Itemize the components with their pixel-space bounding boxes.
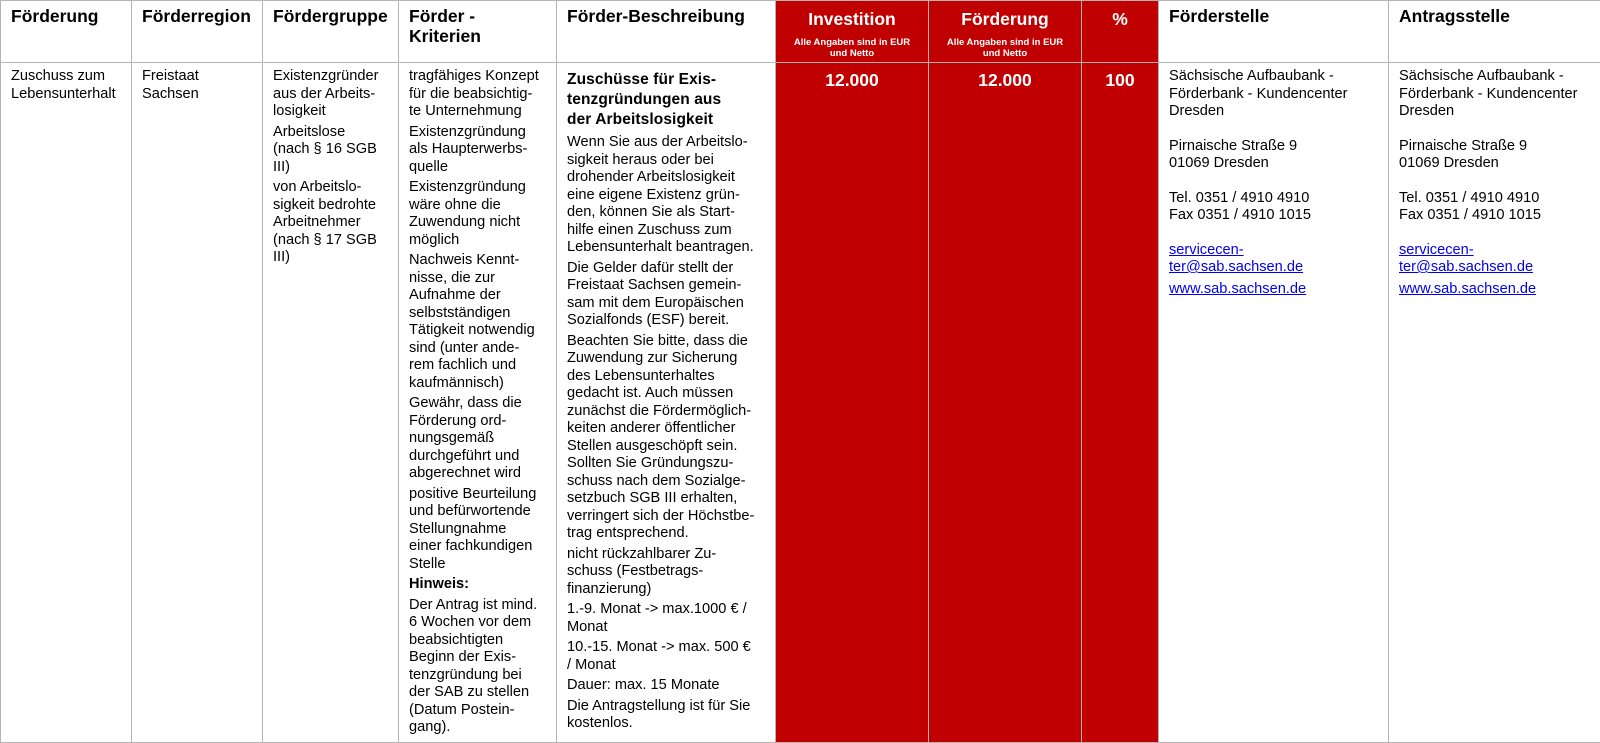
region-line: Freistaat: [142, 68, 199, 84]
region-name: [142, 68, 252, 103]
gruppe-item-line: (nach § 16 SGB: [273, 141, 377, 157]
description-paragraph-line: den, können Sie als Start-: [567, 204, 735, 220]
description-paragraph-line: Zuwendung zur Sicherung: [567, 350, 738, 366]
kriterien-item-line: abgerechnet wird: [409, 465, 521, 481]
description-list: [567, 134, 765, 733]
antragsstelle-email-line: ter@sab.sachsen.de: [1399, 259, 1534, 275]
foerderung-line: Zuschuss zum: [11, 68, 106, 84]
description-paragraph-line: hilfe einen Zuschuss zum: [567, 221, 732, 238]
description-paragraph-line: Sollten Sie Gründungszu-: [567, 455, 734, 471]
foerderstelle-email-line: servicecen-: [1169, 241, 1244, 258]
description-paragraph-line: schuss nach dem Sozialge-: [567, 472, 746, 489]
col-header-investition: [776, 1, 929, 63]
description-paragraph-line: Wenn Sie aus der Arbeitslo-: [567, 134, 748, 150]
antragsstelle-address: [1399, 138, 1590, 173]
foerderstelle-contact: [1169, 68, 1378, 298]
col-header-foerderstelle: Förderstelle: [1159, 1, 1389, 63]
description-paragraph-line: eine eigene Existenz grün-: [567, 186, 740, 203]
kriterien-item-line: te Unternehmung: [409, 103, 522, 119]
kriterien-item-line: Stellungnahme: [409, 520, 507, 537]
col-header-antragsstelle: Antragsstelle: [1389, 1, 1600, 63]
description-paragraph-line: Lebensunterhalt beantragen.: [567, 239, 754, 255]
investition-title: Investition: [808, 9, 896, 29]
antragsstelle-web-link[interactable]: www.sab.sachsen.de: [1399, 280, 1537, 297]
description-paragraph-line: nicht rückzahlbarer Zu-: [567, 545, 717, 562]
description-title-line: tenzgründungen aus: [567, 91, 722, 108]
antragsstelle-phone-line: Tel. 0351 / 4910 4910: [1399, 189, 1540, 206]
description-paragraph-line: keiten anderer öffentlicher: [567, 420, 736, 436]
description-paragraph: [567, 677, 765, 695]
kriterien-item: [409, 395, 546, 483]
description-paragraph-line: Stellen ausgeschöpft sein.: [567, 437, 738, 454]
hinweis-line: Beginn der Exis-: [409, 649, 517, 665]
kriterien-item-line: nungsgemäß: [409, 430, 495, 446]
gruppe-list: [273, 68, 388, 267]
description-paragraph: [567, 260, 765, 330]
description-paragraph: [567, 333, 765, 543]
antragsstelle-address-line: Pirnaische Straße 9: [1399, 137, 1528, 154]
kriterien-item-line: für die beabsichtig-: [409, 85, 533, 102]
kriterien-item-line: Tätigkeit notwendig: [409, 322, 535, 338]
cell-foerderung-amount: [929, 63, 1082, 743]
kriterien-item-line: Aufnahme der: [409, 287, 501, 303]
description-paragraph-line: Freistaat Sachsen gemein-: [567, 277, 742, 293]
kriterien-item-line: rem fachlich und: [409, 357, 517, 373]
kriterien-item-line: Förderung ord-: [409, 412, 507, 429]
investition-value: 12.000: [825, 70, 879, 90]
hinweis-line: tenzgründung bei: [409, 666, 522, 683]
hinweis-text: [409, 597, 546, 737]
foerderstelle-name-line: Sächsische Aufbaubank -: [1169, 68, 1334, 84]
antragsstelle-phone-line: Fax 0351 / 4910 1015: [1399, 207, 1541, 223]
cell-foerderstelle: [1159, 63, 1389, 743]
description-paragraph-line: setzbuch SGB III erhalten,: [567, 490, 738, 506]
prozent-title: %: [1112, 9, 1128, 29]
description-paragraph-line: drohender Arbeitslosigkeit: [567, 169, 735, 185]
hinweis-line: 6 Wochen vor dem: [409, 614, 532, 630]
description-paragraph-line: trag entsprechend.: [567, 525, 689, 541]
antragsstelle-name-line: Sächsische Aufbaubank -: [1399, 68, 1564, 84]
col-header-gruppe: Fördergruppe: [263, 1, 399, 63]
header-row: [1, 1, 1600, 63]
cell-beschreibung: [557, 63, 776, 743]
gruppe-item-line: aus der Arbeits-: [273, 85, 376, 102]
gruppe-item: [273, 68, 388, 121]
gruppe-item-line: sigkeit bedrohte: [273, 196, 377, 213]
gruppe-item-line: III): [273, 158, 291, 175]
kriterien-item-line: nisse, die zur: [409, 269, 495, 286]
description-paragraph-line: Die Antragstellung ist für Sie: [567, 697, 751, 714]
description-paragraph: [567, 698, 765, 733]
foerderstelle-phone: [1169, 190, 1378, 225]
foerderung-note: Alle Angaben sind in EUR und Netto: [946, 37, 1064, 59]
col-header-foerderung-amount: [929, 1, 1082, 63]
kriterien-item-line: quelle: [409, 158, 448, 175]
description-paragraph-line: verringert sich der Höchstbe-: [567, 507, 755, 524]
kriterien-item-line: Existenzgründung: [409, 179, 526, 195]
description-paragraph: [567, 134, 765, 257]
kriterien-item: [409, 68, 546, 121]
description-paragraph: [567, 546, 765, 599]
foerderung-line: Lebensunterhalt: [11, 85, 116, 102]
col-header-region: Förderregion: [132, 1, 263, 63]
col-header-kriterien-line2: Kriterien: [409, 26, 481, 46]
hinweis-line: (Datum Postein-: [409, 701, 515, 718]
cell-prozent: [1082, 63, 1159, 743]
kriterien-item-line: als Haupterwerbs-: [409, 141, 528, 157]
description-title: [567, 70, 765, 130]
foerderstelle-email-link[interactable]: [1169, 242, 1378, 277]
kriterien-item: [409, 124, 546, 177]
kriterien-item-line: tragfähiges Konzept: [409, 68, 539, 84]
description-paragraph-line: des Lebensunterhaltes: [567, 367, 715, 384]
col-header-foerderung: Förderung: [1, 1, 132, 63]
foerderstelle-phone-line: Tel. 0351 / 4910 4910: [1169, 189, 1310, 206]
description-paragraph-line: 10.-15. Monat -> max. 500 €: [567, 639, 751, 655]
antragsstelle-email-link[interactable]: [1399, 242, 1590, 277]
kriterien-item-line: und befürwortende: [409, 503, 531, 519]
col-header-kriterien-line1: Förder -: [409, 6, 476, 26]
investition-note: Alle Angaben sind in EUR und Netto: [793, 37, 911, 59]
foerderung-title: Förderung: [961, 9, 1049, 29]
col-header-beschreibung: Förder-Beschreibung: [557, 1, 776, 63]
prozent-value: 100: [1105, 70, 1135, 90]
antragsstelle-contact: [1399, 68, 1590, 298]
foerderstelle-address-line: 01069 Dresden: [1169, 155, 1269, 171]
table-row: [1, 63, 1600, 743]
gruppe-item-line: losigkeit: [273, 103, 326, 119]
foerderstelle-web-link[interactable]: www.sab.sachsen.de: [1169, 280, 1307, 297]
kriterien-item-line: selbstständigen: [409, 304, 511, 321]
gruppe-item-line: III): [273, 249, 291, 265]
kriterien-item-line: Existenzgründung: [409, 123, 526, 140]
gruppe-item-line: (nach § 17 SGB: [273, 231, 377, 248]
hinweis-line: gang).: [409, 719, 451, 735]
col-header-kriterien: [399, 1, 557, 63]
hinweis-line: beabsichtigten: [409, 631, 504, 648]
antragsstelle-address-line: 01069 Dresden: [1399, 155, 1499, 171]
description-paragraph-line: sam mit dem Europäischen: [567, 294, 744, 311]
gruppe-item-line: Arbeitnehmer: [273, 214, 361, 230]
description-paragraph-line: Dauer: max. 15 Monate: [567, 677, 720, 693]
kriterien-item-line: Gewähr, dass die: [409, 395, 522, 411]
antragsstelle-phone: [1399, 190, 1590, 225]
kriterien-item-line: sind (unter ande-: [409, 339, 520, 356]
hinweis-label: Hinweis:: [409, 576, 470, 592]
cell-investition: [776, 63, 929, 743]
description-paragraph-line: sigkeit heraus oder bei: [567, 151, 714, 168]
foerderung-value: 12.000: [978, 70, 1032, 90]
antragsstelle-name-line: Dresden: [1399, 103, 1455, 119]
description-paragraph-line: Beachten Sie bitte, dass die: [567, 332, 748, 349]
foerderung-name: [11, 68, 121, 103]
kriterien-item-line: möglich: [409, 231, 460, 248]
description-paragraph-line: schuss (Festbetrags-: [567, 563, 704, 579]
gruppe-item-line: Arbeitslose: [273, 123, 346, 140]
description-paragraph-line: kostenlos.: [567, 715, 633, 731]
description-paragraph: [567, 601, 765, 636]
description-title-line: der Arbeitslosigkeit: [567, 111, 714, 128]
region-line: Sachsen: [142, 85, 199, 102]
foerderstelle-phone-line: Fax 0351 / 4910 1015: [1169, 207, 1311, 223]
description-paragraph-line: gedacht ist. Auch müssen: [567, 385, 734, 401]
kriterien-item-line: einer fachkundigen: [409, 538, 533, 554]
foerderstelle-address-line: Pirnaische Straße 9: [1169, 137, 1298, 154]
kriterien-item-line: durchgeführt und: [409, 447, 520, 464]
foerderstelle-address: [1169, 138, 1378, 173]
kriterien-list: [409, 68, 546, 573]
kriterien-item-line: Nachweis Kennt-: [409, 252, 520, 268]
kriterien-item-line: Zuwendung nicht: [409, 214, 521, 230]
kriterien-item-line: positive Beurteilung: [409, 485, 537, 502]
gruppe-item-line: von Arbeitslo-: [273, 179, 362, 195]
kriterien-item: [409, 179, 546, 249]
foerderstelle-name-line: Förderbank - Kundencenter: [1169, 85, 1348, 102]
col-header-prozent: [1082, 1, 1159, 63]
description-paragraph-line: zunächst die Fördermöglich-: [567, 402, 752, 419]
hinweis-line: der SAB zu stellen: [409, 684, 530, 700]
description-paragraph-line: finanzierung): [567, 580, 652, 597]
kriterien-item: [409, 252, 546, 392]
description-paragraph-line: 1.-9. Monat -> max.1000 € /: [567, 601, 747, 617]
antragsstelle-email-line: servicecen-: [1399, 241, 1474, 258]
cell-kriterien: [399, 63, 557, 743]
description-title-line: Zuschüsse für Exis-: [567, 71, 717, 88]
foerderstelle-email-line: ter@sab.sachsen.de: [1169, 259, 1304, 275]
kriterien-item-line: Stelle: [409, 555, 446, 572]
gruppe-item: [273, 179, 388, 267]
hinweis-line: Der Antrag ist mind.: [409, 596, 538, 613]
cell-gruppe: [263, 63, 399, 743]
cell-antragsstelle: [1389, 63, 1600, 743]
description-paragraph-line: Sozialfonds (ESF) bereit.: [567, 312, 730, 328]
kriterien-item: [409, 486, 546, 574]
description-paragraph: [567, 639, 765, 674]
gruppe-item: [273, 124, 388, 177]
kriterien-item-line: kaufmännisch): [409, 374, 504, 391]
description-paragraph-line: / Monat: [567, 656, 616, 673]
antragsstelle-name-line: Förderbank - Kundencenter: [1399, 85, 1578, 102]
gruppe-item-line: Existenzgründer: [273, 68, 379, 84]
cell-foerderung: [1, 63, 132, 743]
description-paragraph-line: Monat: [567, 618, 608, 635]
cell-region: [132, 63, 263, 743]
antragsstelle-name: [1399, 68, 1590, 121]
description-paragraph-line: Die Gelder dafür stellt der: [567, 259, 734, 276]
foerderstelle-name: [1169, 68, 1378, 121]
foerderstelle-name-line: Dresden: [1169, 103, 1225, 119]
kriterien-item-line: wäre ohne die: [409, 196, 501, 213]
